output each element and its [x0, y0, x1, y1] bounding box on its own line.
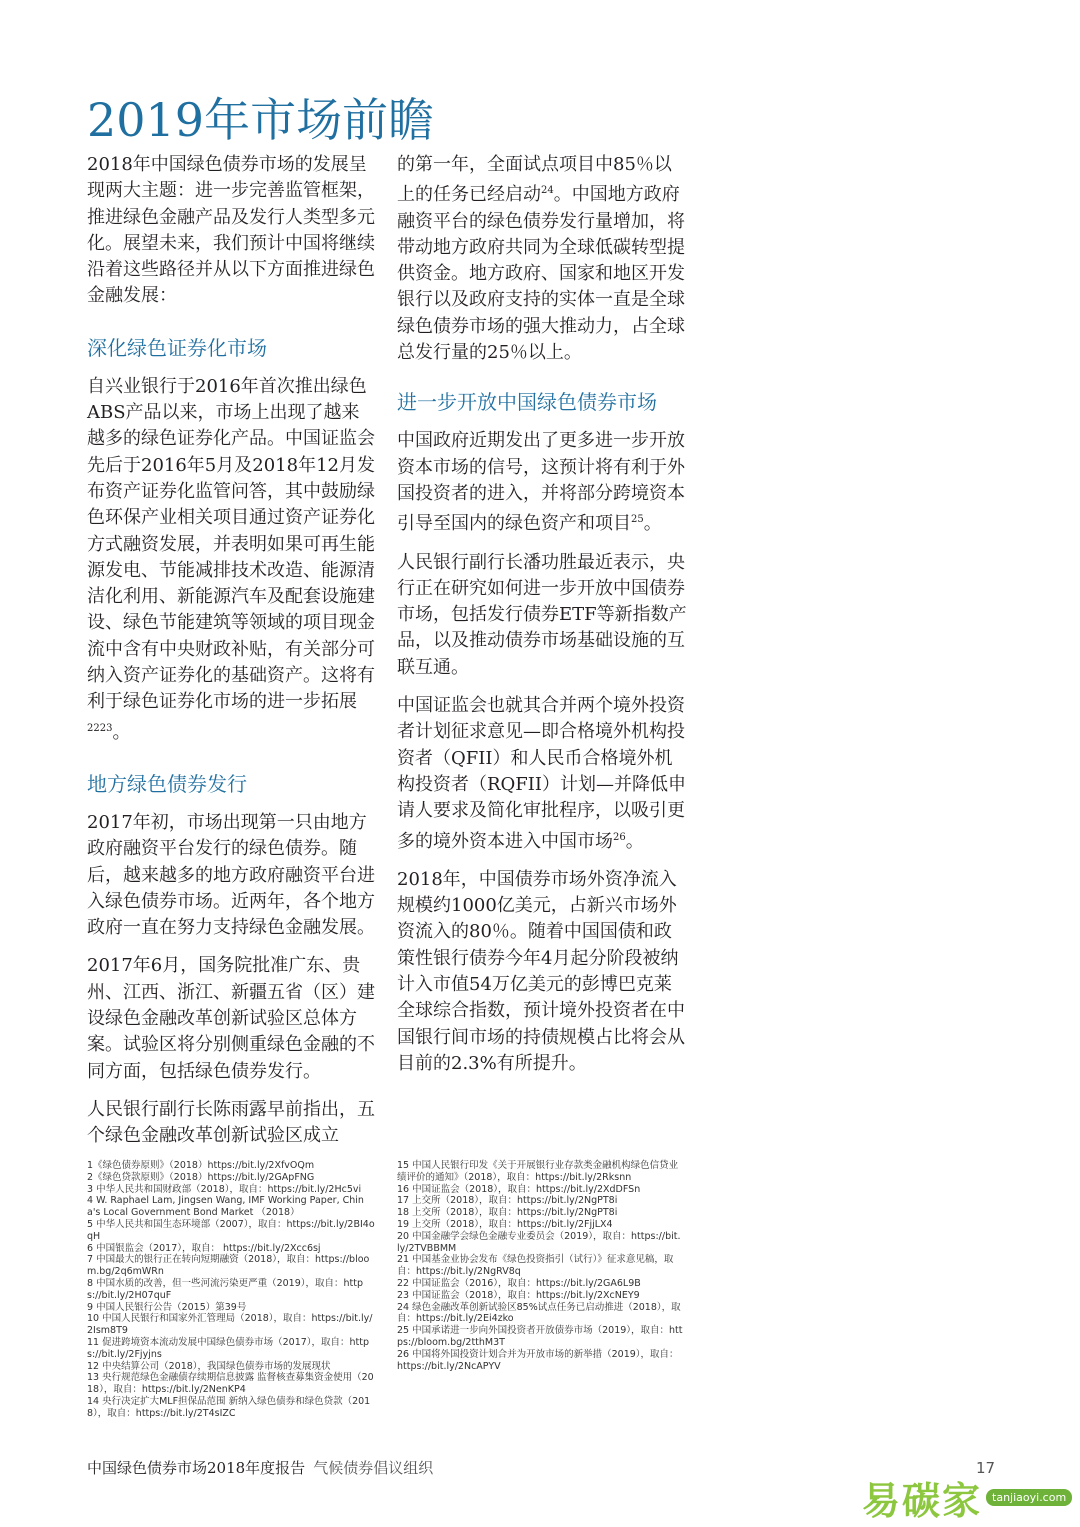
- footnote: 21 中国基金业协会发布《绿色投资指引（试行）》征求意见稿，取自：https://bit.ly/2NgRV8q: [397, 1254, 674, 1278]
- footnote-ref[interactable]: 2223: [87, 722, 113, 734]
- page-title: 2019年市场前瞻: [87, 93, 435, 147]
- section-heading-local-green-bonds: 地方绿色债券发行: [87, 771, 247, 796]
- paragraph-end: 。: [625, 830, 644, 852]
- footnote: 15 中国人民银行印发《关于开展银行业存款类金融机构绿色信贷业绩评价的通知》（2018），取自：https://bit.ly/2Rksnn: [397, 1160, 679, 1183]
- local-green-bonds-paragraph-1: 2017年初，市场出现第一只由地方政府融资平台发行的绿色债券。随后，越来越多的地方政府融资平台进入绿色债券市场。近两年，各个地方政府一直在努力支持绿色金融发展。: [87, 811, 375, 939]
- opening-market-paragraph-3: [397, 693, 687, 855]
- footnote: 22 中国证监会（2016），取自：https://bit.ly/2GA6L9B: [397, 1277, 641, 1289]
- footnote: 13 央行规范绿色金融债存续期信息披露 监督核查募集资金使用（2018），取自：https://bit.ly/2NenKP4: [87, 1372, 374, 1396]
- footnote-ref[interactable]: 26: [613, 831, 626, 843]
- footnote: 19 上交所（2018），取自：https://bit.ly/2FjjLX4: [397, 1218, 613, 1230]
- right-column: [397, 152, 687, 1089]
- paragraph-end: 。: [643, 513, 662, 535]
- footnote: 18 上交所（2018），取自：https://bit.ly/2NgPT8i: [397, 1207, 618, 1219]
- footnote: 14 央行决定扩大MLF担保品范围 新纳入绿色债券和绿色贷款（2018），取自：https://bit.ly/2T4sIZC: [87, 1395, 371, 1419]
- opening-market-paragraph-4: 2018年，中国债券市场外资净流入规模约1000亿美元，占新兴市场外资流入的80％。随着中国国债和政策性银行债券今年4月起分阶段被纳计入市值54万亿美元的彭博巴克莱全球综合指数，预计境外投资者在中国银行间市场的持债规模占比将会从目前的2.3%有所提升。: [397, 868, 685, 1074]
- paragraph-end: 。中国地方政府融资平台的绿色债券发行量增加，将带动地方政府共同为全球低碳转型提供资金。地方政府、国家和地区开发银行以及政府支持的实体一直是全球绿色债券市场的强大推动力，占全球总发行量的25％以上。: [397, 184, 685, 364]
- footnote: 20 中国金融学会绿色金融专业委员会（2019），取自：https://bit.ly/2TVBBMM: [397, 1230, 681, 1254]
- footnote: 2《绿色贷款原则》（2018）https://bit.ly/2GApFNG: [87, 1171, 315, 1183]
- watermark-logo: 易碳家: [862, 1479, 983, 1523]
- paragraph-text: 中国政府近期发出了更多进一步开放资本市场的信号，这预计将有利于外国投资者的进入，并将部分跨境资本引导至国内的绿色资产和项目: [397, 430, 685, 535]
- footnote: 11 促进跨境资本流动发展中国绿色债券市场（2017），取自：https://bit.ly/2Fjyjns: [87, 1336, 370, 1360]
- footnote: 16 中国证监会（2018），取自：https://bit.ly/2XdDFSn: [397, 1183, 641, 1195]
- paragraph-text: 的第一年，全面试点项目中85％以上的任务已经启动: [397, 154, 672, 206]
- footnote: 12 中央结算公司（2018），我国绿色债券市场的发展现状: [87, 1360, 331, 1372]
- footnote: 7 中国最大的银行正在转向短期融资（2018），取自：https://bloom.bg/2q6mWRn: [87, 1254, 370, 1278]
- footnote-ref[interactable]: 25: [631, 514, 644, 526]
- footer: [87, 1458, 433, 1478]
- footnote: 8 中国水质的改善，但一些河流污染更严重（2019），取自：https://bit.ly/2H07quF: [87, 1277, 363, 1301]
- footnotes-right: [397, 1160, 683, 1372]
- local-green-bonds-paragraph-3: 人民银行副行长陈雨露早前指出，五个绿色金融改革创新试验区成立: [87, 1098, 375, 1147]
- footnote: 5 中华人民共和国生态环境部（2007），取自：https://bit.ly/2BI4oqH: [87, 1218, 375, 1242]
- opening-market-paragraph-2: 人民银行副行长潘功胜最近表示，央行正在研究如何进一步开放中国债券市场，包括发行债券ETF等新指数产品，以及推动债券市场基础设施的互联互通。: [397, 551, 687, 678]
- section-heading-green-securitization: 深化绿色证券化市场: [87, 335, 267, 360]
- footnote: 6 中国银监会（2017），取自： https://bit.ly/2Xcc6sj: [87, 1242, 321, 1254]
- footnote: 10 中国人民银行和国家外汇管理局（2018），取自：https://bit.ly/2Ism8T9: [87, 1313, 373, 1337]
- page-number: 17: [976, 1459, 996, 1477]
- footnote: 26 中国将外国投资计划合并为开放市场的新举措（2019），取自：https://bit.ly/2NcAPYV: [397, 1348, 679, 1372]
- footnote: 3 中华人民共和国财政部（2018），取自：https://bit.ly/2Hc5vi: [87, 1183, 362, 1195]
- footnote: 4 W. Raphael Lam, Jingsen Wang, IMF Working Paper, China's Local Government Bond Market （2018）: [87, 1195, 364, 1219]
- footnote: 24 绿色金融改革创新试验区85%试点任务已启动推进（2018），取自：https://bit.ly/2Ei4zko: [397, 1301, 681, 1325]
- footnote: 23 中国证监会（2018），取自：https://bit.ly/2XcNEY9: [397, 1289, 640, 1301]
- opening-market-paragraph-1: [397, 428, 687, 537]
- left-column: [87, 152, 377, 1162]
- paragraph-text: 自兴业银行于2016年首次推出绿色ABS产品以来，市场上出现了越来越多的绿色证券化产品。中国证监会先后于2016年5月及2018年12月发布资产证券化监管问答，其中鼓励绿色环保产业相关项目通过资产证券化方式融资发展，并表明如果可再生能源发电、节能减排技术改造、能源清洁化利用、新能源汽车及配套设施建设、绿色节能建筑等领域的项目现金流中含有中央财政补贴，有关部分可纳入资产证券化的基础资产。这将有利于绿色证券化市场的进一步拓展: [87, 375, 375, 713]
- section-heading-opening-market: 进一步开放中国绿色债券市场: [397, 390, 657, 415]
- local-green-bonds-paragraph-2: 2017年6月，国务院批准广东、贵州、江西、浙江、新疆五省（区）建设绿色金融改革创新试验区总体方案。试验区将分别侧重绿色金融的不同方面，包括绿色债券发行。: [87, 955, 375, 1082]
- footer-report-title: 中国绿色债券市场2018年度报告: [87, 1459, 306, 1477]
- continuation-paragraph: [397, 152, 687, 366]
- footnote: 9 中国人民银行公告（2015）第39号: [87, 1301, 247, 1313]
- intro-paragraph: 2018年中国绿色债券市场的发展呈现两大主题：进一步完善监管框架，推进绿色金融产品及发行人类型多元化。展望未来，我们预计中国将继续沿着这些路径并从以下方面推进绿色金融发展：: [87, 154, 375, 307]
- footnote: 1《绿色债券原则》（2018）https://bit.ly/2XfvOQm: [87, 1160, 315, 1171]
- footnote: 25 中国承诺进一步向外国投资者开放债券市场（2019），取自：https://bloom.bg/2tthM3T: [397, 1325, 683, 1348]
- footnote: 17 上交所（2018），取自：https://bit.ly/2NgPT8i: [397, 1195, 618, 1207]
- watermark: [862, 1470, 1072, 1525]
- footer-org: 气候债券倡议组织: [313, 1459, 434, 1477]
- green-securitization-paragraph: [87, 374, 377, 746]
- paragraph-end: 。: [112, 721, 131, 743]
- paragraph-text: 中国证监会也就其合并两个境外投资者计划征求意见—即合格境外机构投资者（QFII）和人民币合格境外机构投资者（RQFII）计划—并降低申请人要求及简化审批程序，以吸引更多的境外资本进入中国市场: [397, 695, 687, 852]
- watermark-domain: tanjiaoyi.com: [986, 1489, 1072, 1506]
- footnotes-left: [87, 1160, 377, 1420]
- footnote-ref[interactable]: 24: [541, 185, 554, 197]
